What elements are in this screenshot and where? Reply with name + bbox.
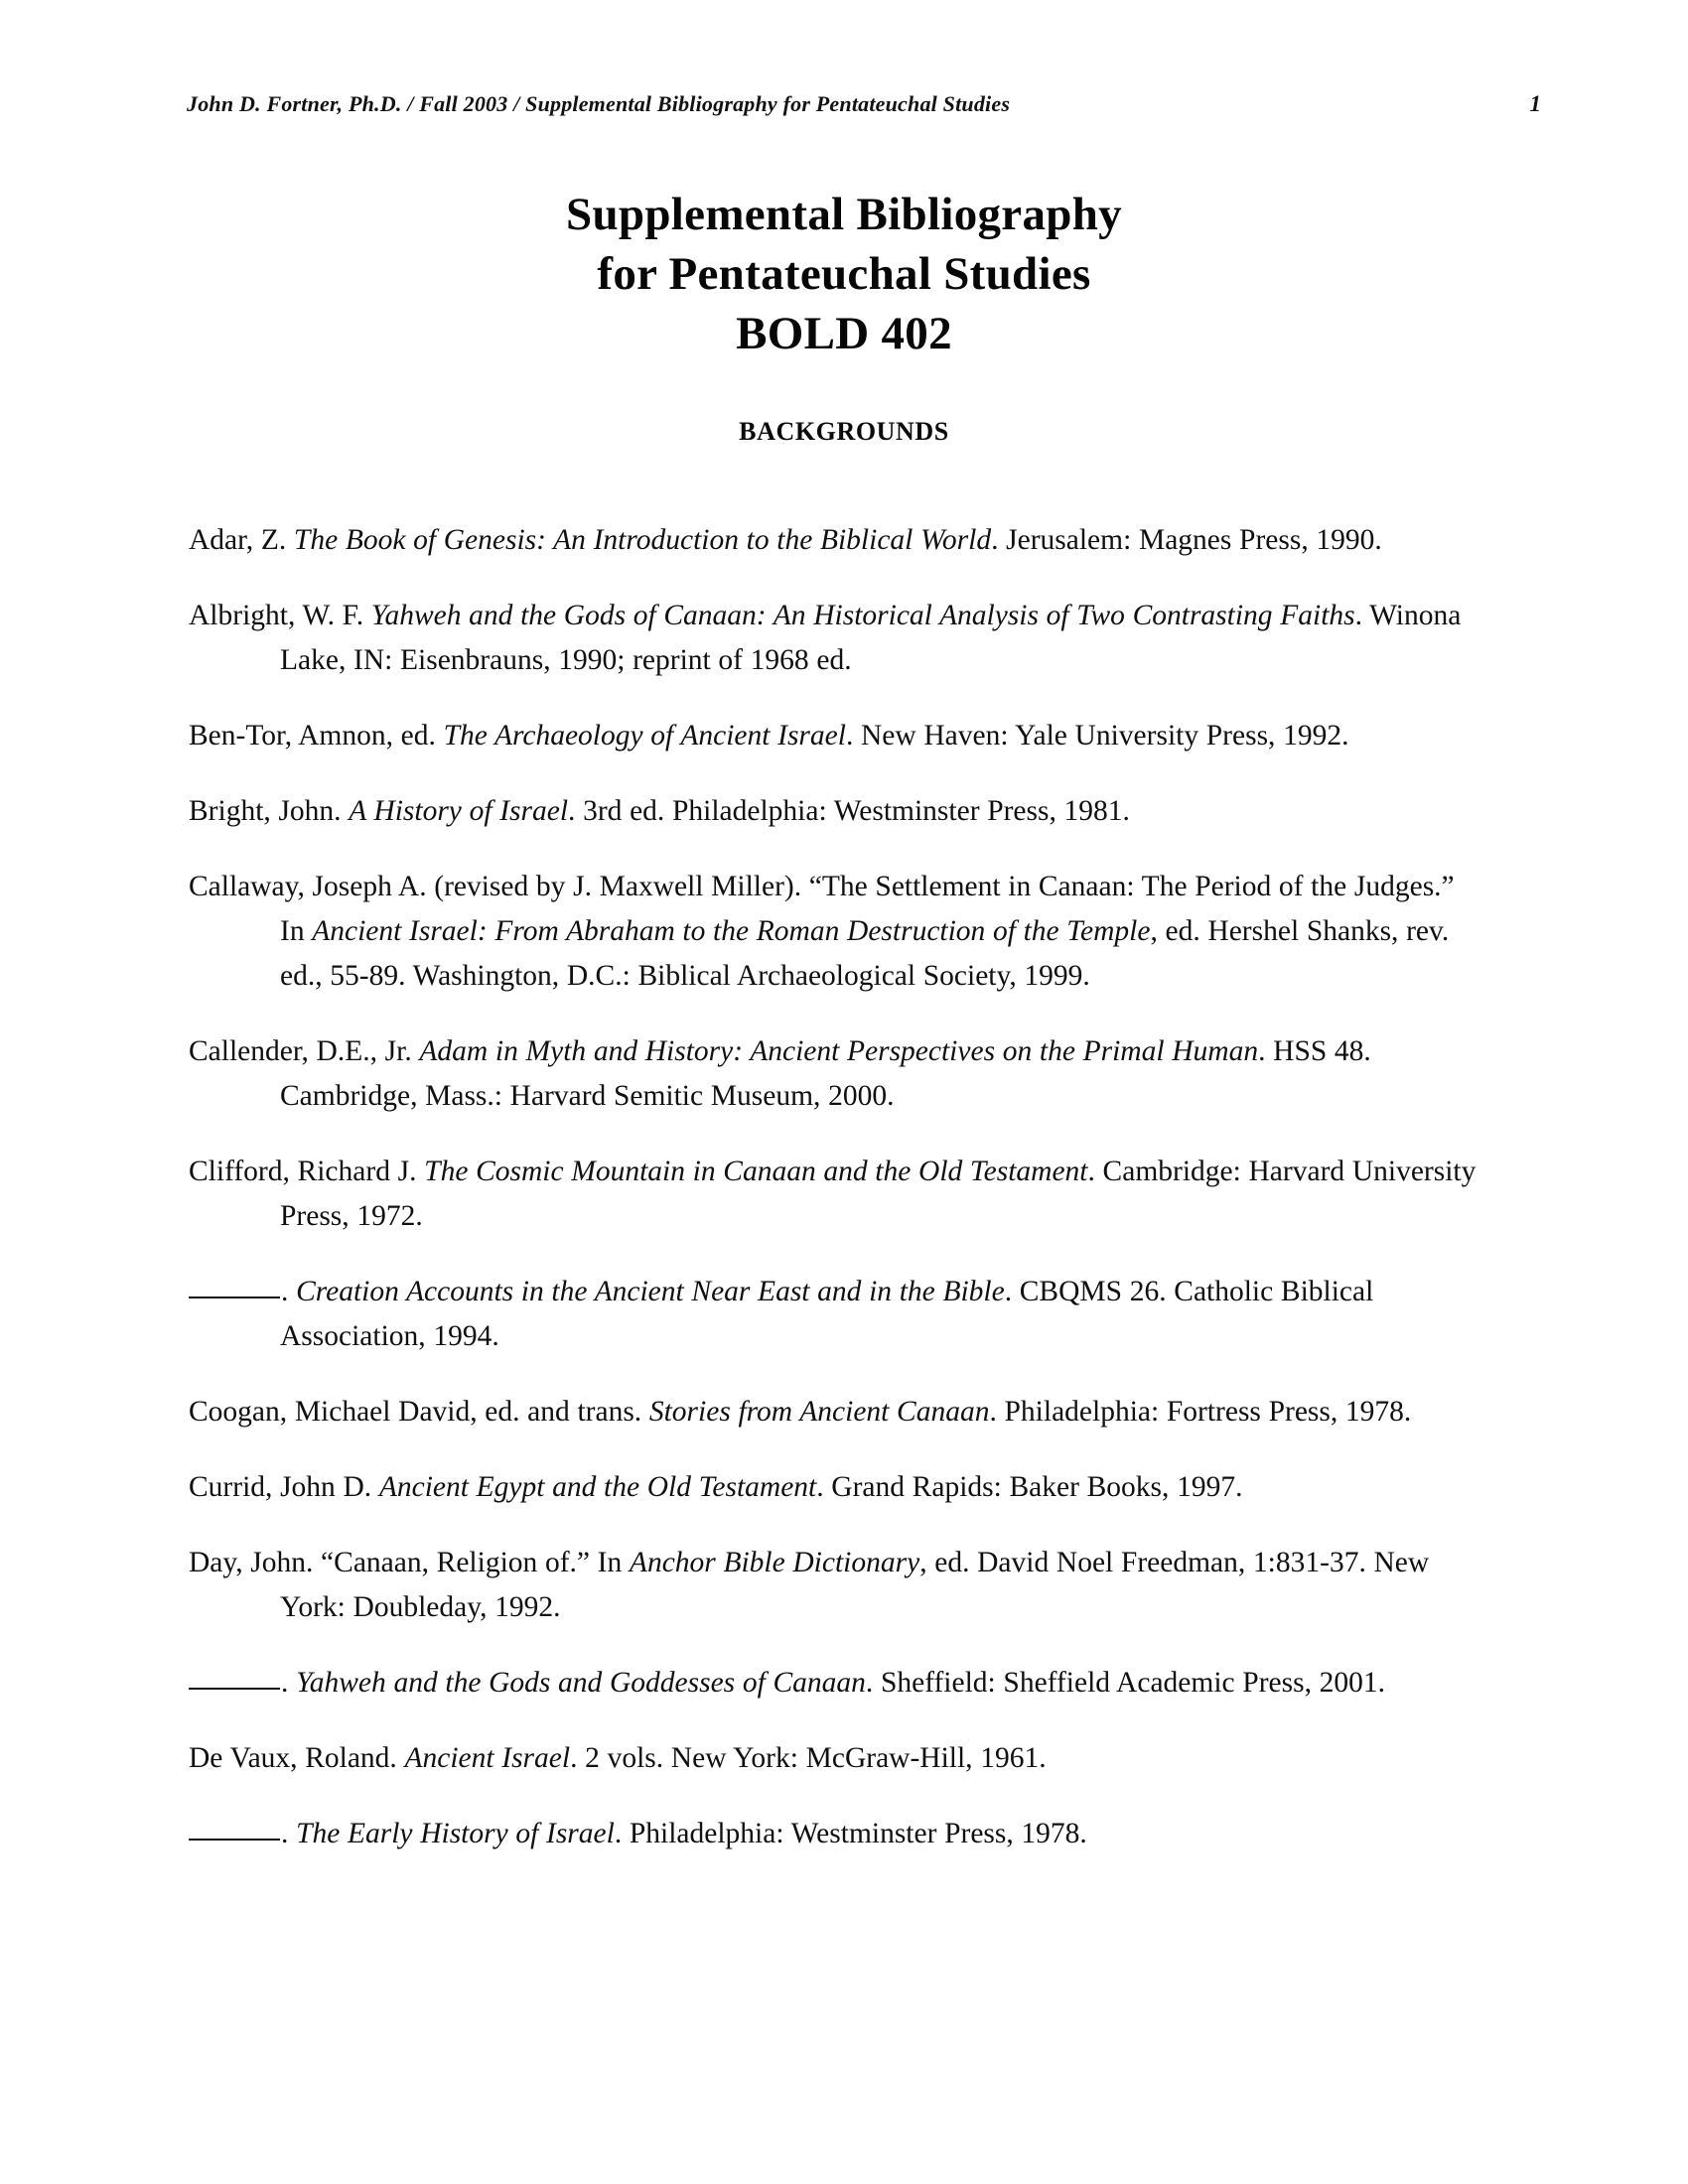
entry-publication-info: . Cambridge: Harvard University Press, 1972. [280,1155,1477,1232]
entry-title: The Early History of Israel [296,1817,615,1849]
entry-publication-info: . 2 vols. New York: McGraw-Hill, 1961. [570,1741,1047,1774]
bibliography-entry [189,594,1479,683]
entry-title: Ancient Israel: From Abraham to the Roman Destruction of the Temple [312,914,1151,947]
entry-publication-info: . Grand Rapids: Baker Books, 1997. [816,1470,1243,1503]
title-line-2: for Pentateuchal Studies [597,248,1091,300]
bibliography-entry [189,518,1479,563]
bibliography-entry [189,789,1479,834]
running-header [187,91,1541,117]
bibliography-entry [189,1736,1479,1781]
bibliography-list [189,488,1479,1856]
entry-publication-info: . Philadelphia: Westminster Press, 1978. [614,1817,1087,1849]
entry-title: Creation Accounts in the Ancient Near East and in the Bible [296,1275,1005,1307]
bibliography-entry [189,1541,1479,1630]
entry-title: The Cosmic Mountain in Canaan and the Old Testament [424,1155,1088,1187]
bibliography-entry [189,1661,1479,1706]
document-title-block [0,185,1688,363]
entry-publication-info: , ed. Hershel Shanks, rev. ed., 55-89. Washington, D.C.: Biblical Archaeological Society, 1999. [280,914,1450,992]
entry-author: Albright, W. F. [189,599,371,631]
entry-publication-info: . New Haven: Yale University Press, 1992. [845,719,1349,751]
title-line-1: Supplemental Bibliography [566,189,1122,240]
bibliography-entry [189,1270,1479,1359]
entry-publication-info: . 3rd ed. Philadelphia: Westminster Press, 1981. [568,794,1130,827]
bibliography-entry [189,865,1479,999]
bibliography-entry [189,1465,1479,1510]
entry-publication-info: , ed. David Noel Freedman, 1:831-37. New York: Doubleday, 1992. [280,1546,1430,1623]
repeat-author-rule [189,1297,280,1298]
entry-title: Ancient Egypt and the Old Testament [378,1470,817,1503]
entry-author: . [281,1666,297,1699]
running-header-text: John D. Fortner, Ph.D. / Fall 2003 / Supplemental Bibliography for Pentateuchal Studies [187,91,1011,116]
entry-title: A History of Israel [349,794,569,827]
entry-publication-info: . Philadelphia: Fortress Press, 1978. [989,1395,1412,1428]
bibliography-entry [189,1812,1479,1856]
entry-title: Yahweh and the Gods and Goddesses of Canaan [296,1666,866,1699]
entry-author: Bright, John. [189,794,350,827]
entry-title: Anchor Bible Dictionary [629,1546,920,1578]
entry-author: Day, John. “Canaan, Religion of.” In [189,1546,630,1578]
page-number: 1 [1529,91,1541,116]
bibliography-entry [189,1029,1479,1119]
entry-author: . [281,1275,297,1307]
entry-title: Yahweh and the Gods of Canaan: An Historical Analysis of Two Contrasting Faiths [370,599,1355,631]
entry-publication-info: . CBQMS 26. Catholic Biblical Association, 1994. [280,1275,1374,1352]
entry-author: Callender, D.E., Jr. [189,1034,420,1067]
entry-author: Coogan, Michael David, ed. and trans. [189,1395,649,1428]
entry-author: Adar, Z. [189,523,294,556]
entry-publication-info: . Sheffield: Sheffield Academic Press, 2001. [865,1666,1386,1699]
entry-author: Currid, John D. [189,1470,379,1503]
entry-author: Ben-Tor, Amnon, ed. [189,719,444,751]
entry-publication-info: . Jerusalem: Magnes Press, 1990. [991,523,1382,556]
entry-title: Stories from Ancient Canaan [648,1395,990,1428]
title-line-3: BOLD 402 [736,308,952,359]
entry-title: The Archaeology of Ancient Israel [443,719,846,751]
entry-author: . [281,1817,297,1849]
repeat-author-rule [189,1839,280,1841]
entry-title: The Book of Genesis: An Introduction to the Biblical World [293,523,992,556]
entry-publication-info: . Winona Lake, IN: Eisenbrauns, 1990; reprint of 1968 ed. [280,599,1462,676]
entry-author: Clifford, Richard J. [189,1155,425,1187]
entry-author: De Vaux, Roland. [189,1741,405,1774]
entry-title: Adam in Myth and History: Ancient Perspectives on the Primal Human [419,1034,1259,1067]
bibliography-entry [189,714,1479,758]
entry-author: Callaway, Joseph A. (revised by J. Maxwell Miller). “The Settlement in Canaan: The Period of the Judges.” In [189,870,1455,947]
repeat-author-rule [189,1688,280,1690]
entry-title: Ancient Israel [404,1741,571,1774]
entry-publication-info: . HSS 48. Cambridge, Mass.: Harvard Semitic Museum, 2000. [280,1034,1371,1112]
bibliography-entry [189,1390,1479,1434]
section-heading-backgrounds: BACKGROUNDS [739,417,949,446]
bibliography-entry [189,1150,1479,1239]
